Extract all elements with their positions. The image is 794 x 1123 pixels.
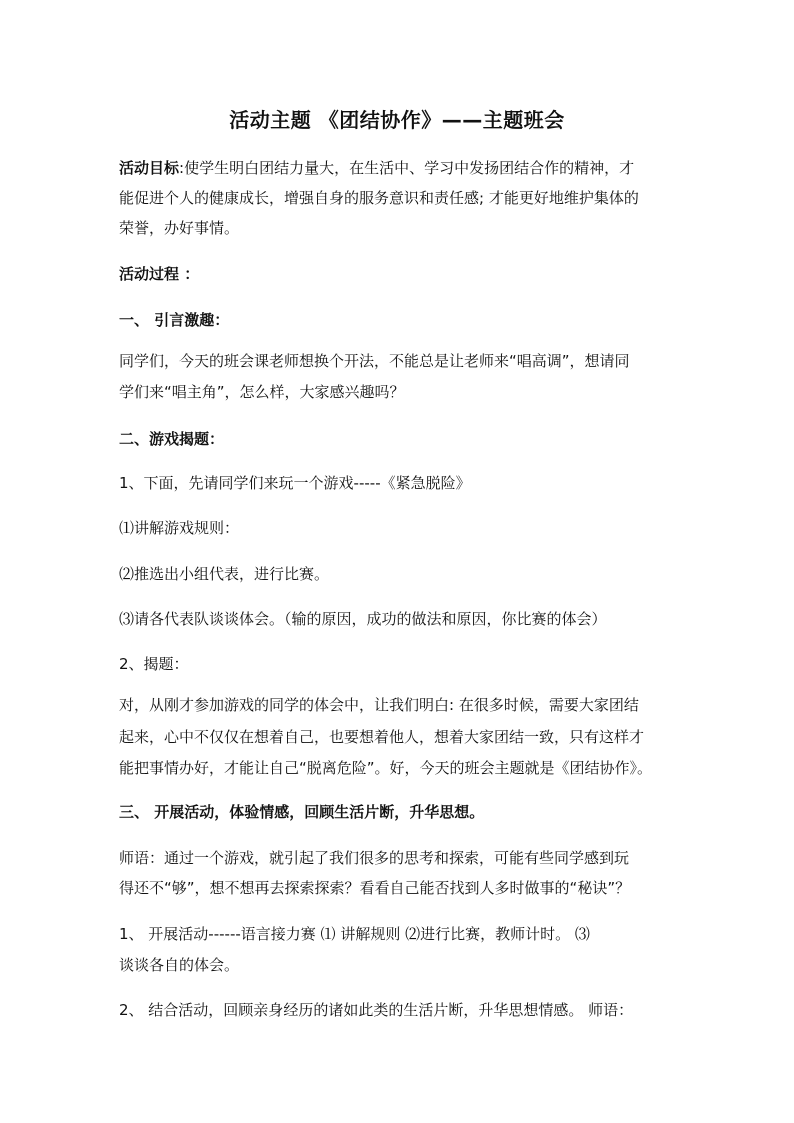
goal-text-1: :使学生明白团结力量大，在生活中、学习中发扬团结合作的精神，才 (179, 159, 635, 177)
section3-heading: 三、 开展活动，体验情感，回顾生活片断，升华思想。 (119, 803, 485, 821)
section1-line-2: 学们来“唱主角”，怎么样，大家感兴趣吗？ (119, 383, 405, 401)
goal-label: 活动目标 (119, 159, 180, 177)
reveal-line-3: 能把事情办好，才能让自己“脱离危险”。好，今天的班会主题就是《团结协作》。 (119, 759, 653, 777)
section1-line-1: 同学们，今天的班会课老师想换个开法，不能总是让老师来“唱高调”，想请同 (119, 352, 630, 370)
step1-text: ⑴讲解游戏规则： (119, 519, 240, 537)
activity2-text: 2、 结合活动，回顾亲身经历的诸如此类的生活片断，升华思想情感。 师语： (119, 1001, 634, 1019)
document-title: 活动主题 《团结协作》——主题班会 (229, 108, 565, 132)
teacher-line-1: 师语：通过一个游戏，就引起了我们很多的思考和探索，可能有些同学感到玩 (119, 849, 630, 867)
step2-text: ⑵推选出小组代表，进行比赛。 (119, 565, 330, 583)
section2-heading: 二、游戏揭题： (119, 430, 225, 448)
goal-line-3: 荣誉，办好事情。 (119, 219, 240, 237)
item1-text: 1、下面，先请同学们来玩一个游戏-----《紧急脱险》 (119, 474, 471, 492)
reveal-line-2: 起来，心中不仅仅在想着自己，也要想着他人，想着大家团结一致，只有这样才 (119, 728, 645, 746)
activity1-line-2: 谈谈各自的体会。 (119, 956, 240, 974)
section1-heading: 一、 引言激趣： (119, 311, 230, 329)
step3-text: ⑶请各代表队谈谈体会。（输的原因，成功的做法和原因，你比赛的体会） (119, 610, 607, 628)
process-label: 活动过程 ： (119, 265, 200, 283)
reveal-line-1: 对，从刚才参加游戏的同学的体会中，让我们明白: 在很多时候，需要大家团结 (119, 696, 639, 714)
goal-line-2: 能促进个人的健康成长，增强自身的服务意识和责任感; 才能更好地维护集体的 (119, 189, 639, 207)
item2-text: 2、揭题： (119, 655, 189, 673)
goal-line-1 (119, 153, 691, 183)
teacher-line-2: 得还不“够”，想不想再去探索探索？看看自己能否找到人多时做事的“秘诀”？ (119, 879, 631, 897)
activity1-line-1: 1、 开展活动------语言接力赛 ⑴ 讲解规则 ⑵进行比赛，教师计时。 ⑶ (119, 925, 590, 943)
